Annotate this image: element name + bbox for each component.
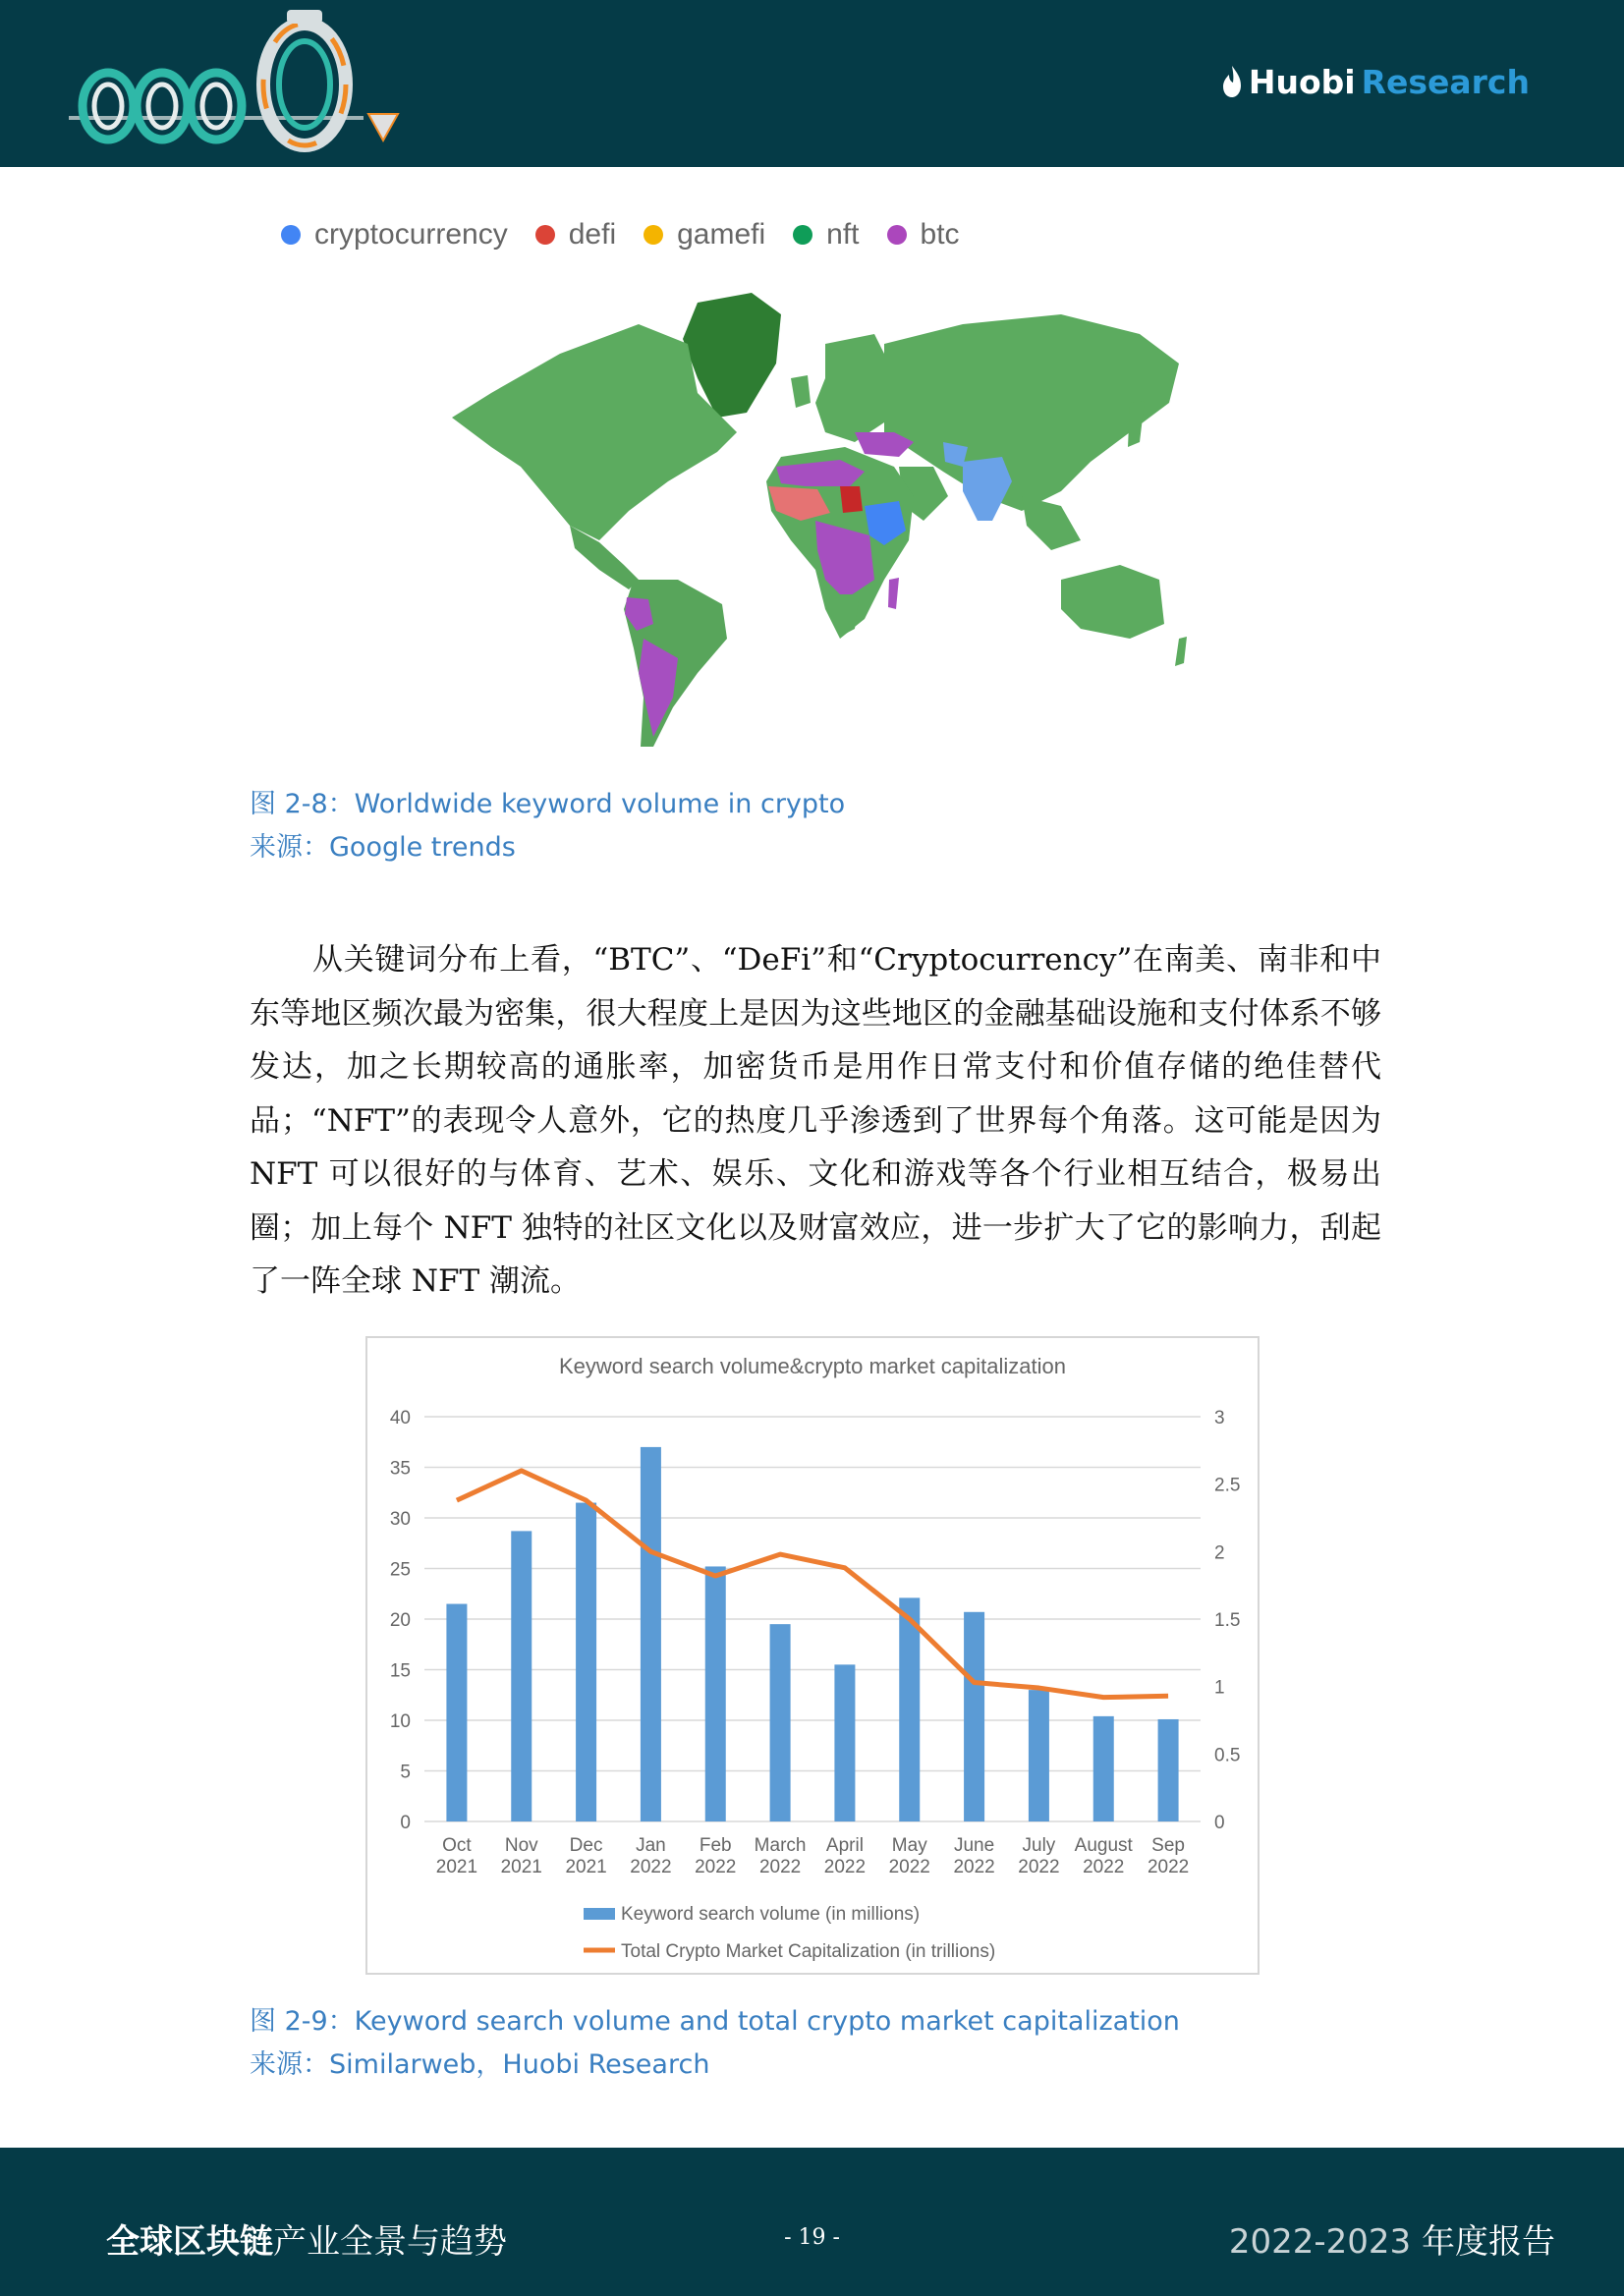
left-tick-label: 30 — [389, 1509, 411, 1530]
right-tick-label: 2.5 — [1214, 1475, 1241, 1496]
report-year: 2022-2023 — [1228, 2222, 1412, 2262]
x-tick-year: 2022 — [695, 1857, 737, 1877]
legend-label-line: Total Crypto Market Capitalization (in trillions) — [621, 1941, 996, 1962]
legend-label: btc — [920, 218, 960, 251]
world-map — [452, 285, 1189, 747]
flame-icon — [1221, 65, 1243, 98]
x-tick-label: March — [754, 1835, 807, 1856]
legend-label: defi — [568, 218, 617, 251]
report-title-rest: 产业全景与趋势 — [273, 2222, 507, 2262]
combo-chart — [367, 1338, 1258, 1973]
map-region-new-zealand — [1175, 637, 1187, 666]
brand-subname: Research — [1361, 62, 1530, 101]
chart-title: Keyword search volume&crypto market capitalization — [558, 1354, 1067, 1378]
legend-item-cryptocurrency — [281, 218, 508, 252]
legend-label: gamefi — [677, 218, 766, 251]
chart-panel — [365, 1336, 1260, 1975]
x-tick-year: 2022 — [888, 1857, 930, 1877]
report-type: 年度报告 — [1422, 2222, 1555, 2262]
right-tick-label: 1 — [1214, 1677, 1225, 1699]
bar — [641, 1447, 661, 1821]
left-tick-label: 0 — [400, 1813, 411, 1833]
page-number: - 19 - — [784, 2225, 840, 2250]
map-region-madagascar — [888, 578, 899, 609]
map-region-uk — [791, 375, 811, 408]
bar — [899, 1597, 920, 1821]
bar — [511, 1531, 532, 1821]
legend-item-defi — [535, 218, 616, 252]
left-tick-label: 10 — [389, 1711, 411, 1732]
x-tick-label: Jan — [636, 1835, 666, 1856]
legend-swatch-bar — [584, 1908, 615, 1920]
bar — [1093, 1716, 1114, 1821]
legend-dot — [887, 225, 907, 245]
x-tick-label: August — [1074, 1835, 1133, 1856]
x-tick-year: 2022 — [1018, 1857, 1060, 1877]
x-tick-label: Feb — [699, 1835, 732, 1856]
legend-dot — [644, 225, 663, 245]
figure-caption: 图 2-8：Worldwide keyword volume in crypto — [250, 789, 846, 819]
map-legend — [281, 218, 960, 252]
x-tick-year: 2021 — [500, 1857, 542, 1877]
blockchain-rings-illustration — [69, 8, 432, 155]
map-region-southeast-asia — [1022, 496, 1081, 550]
huobi-research-logo — [1221, 57, 1530, 106]
map-region-japan — [1128, 401, 1145, 447]
legend-dot — [281, 225, 301, 245]
x-axis-ticks — [436, 1835, 1189, 1877]
brand-name: Huobi — [1248, 62, 1356, 101]
x-tick-year: 2022 — [953, 1857, 995, 1877]
left-tick-label: 40 — [389, 1408, 411, 1428]
report-year-label — [1229, 2214, 1555, 2263]
left-tick-label: 5 — [400, 1762, 411, 1783]
bar — [1029, 1690, 1049, 1821]
right-tick-label: 3 — [1214, 1408, 1225, 1428]
legend-label-bar: Keyword search volume (in millions) — [621, 1904, 921, 1925]
bar — [576, 1503, 596, 1821]
x-tick-year: 2022 — [1147, 1857, 1190, 1877]
line-series — [457, 1471, 1168, 1698]
bar — [964, 1612, 984, 1821]
right-tick-label: 0 — [1214, 1813, 1225, 1833]
left-axis-ticks — [390, 1408, 411, 1833]
x-tick-year: 2021 — [565, 1857, 607, 1877]
figure-source: 来源：Similarweb，Huobi Research — [250, 2049, 710, 2080]
legend-item-gamefi — [644, 218, 765, 252]
right-tick-label: 0.5 — [1214, 1745, 1241, 1766]
map-region-southern-africa — [828, 594, 860, 637]
bar — [1158, 1719, 1179, 1821]
bar — [834, 1664, 855, 1821]
page-header — [0, 0, 1624, 167]
body-paragraph: 从关键词分布上看，“BTC”、“DeFi”和“Cryptocurrency”在南美、南非和中东等地区频次最为密集，很大程度上是因为这些地区的金融基础设施和支付体系不够发达，加之长期较高的通胀率，加密货币是用作日常支付和价值存储的绝佳替代品；“NFT”的表现令人意外，它的热度几乎渗透到了世界每个角落。这可能是因为 NFT 可以很好的与体育、艺术、娱乐、文化和游戏等各个行业相互结合，极易出圈；加上每个 NFT 独特的社区文化以及财富效应，进一步扩大了它的影响力，刮起了一阵全球 NFT 潮流。 — [250, 942, 1381, 1299]
left-tick-label: 35 — [389, 1458, 411, 1480]
figure-source: 来源：Google trends — [250, 832, 516, 863]
map-region-australia — [1061, 565, 1164, 639]
report-title-bold: 全球区块链 — [106, 2222, 273, 2262]
map-region-europe — [815, 334, 894, 442]
map-region-chad-defi — [840, 486, 863, 513]
bar — [446, 1604, 467, 1821]
x-tick-year: 2021 — [435, 1857, 478, 1877]
x-tick-label: Dec — [569, 1835, 603, 1856]
legend-item-nft — [793, 218, 859, 252]
legend-label: cryptocurrency — [314, 218, 508, 251]
left-tick-label: 15 — [389, 1660, 411, 1682]
chart-legend — [584, 1904, 995, 1962]
x-tick-year: 2022 — [1083, 1857, 1125, 1877]
x-tick-year: 2022 — [630, 1857, 672, 1877]
market-cap-line — [457, 1471, 1168, 1698]
x-tick-label: Oct — [442, 1835, 472, 1856]
x-tick-label: May — [891, 1835, 927, 1856]
bar — [705, 1566, 726, 1821]
left-tick-label: 25 — [389, 1559, 411, 1581]
right-tick-label: 2 — [1214, 1542, 1225, 1564]
legend-label: nft — [826, 218, 860, 251]
x-tick-year: 2022 — [758, 1857, 802, 1877]
x-tick-label: June — [953, 1835, 995, 1856]
x-tick-label: July — [1022, 1835, 1056, 1856]
x-tick-label: April — [825, 1835, 864, 1856]
x-tick-year: 2022 — [823, 1857, 867, 1877]
right-axis-ticks — [1214, 1408, 1240, 1833]
legend-item-btc — [887, 218, 960, 252]
figure-caption: 图 2-9：Keyword search volume and total crypto market capitalization — [250, 2006, 1180, 2037]
legend-dot — [793, 225, 812, 245]
left-tick-label: 20 — [389, 1610, 411, 1631]
right-tick-label: 1.5 — [1214, 1610, 1241, 1631]
bar-series — [446, 1447, 1178, 1821]
map-region-india — [963, 457, 1012, 521]
bar — [770, 1624, 791, 1821]
x-tick-label: Nov — [504, 1835, 538, 1856]
legend-dot — [535, 225, 555, 245]
x-tick-label: Sep — [1151, 1835, 1185, 1856]
